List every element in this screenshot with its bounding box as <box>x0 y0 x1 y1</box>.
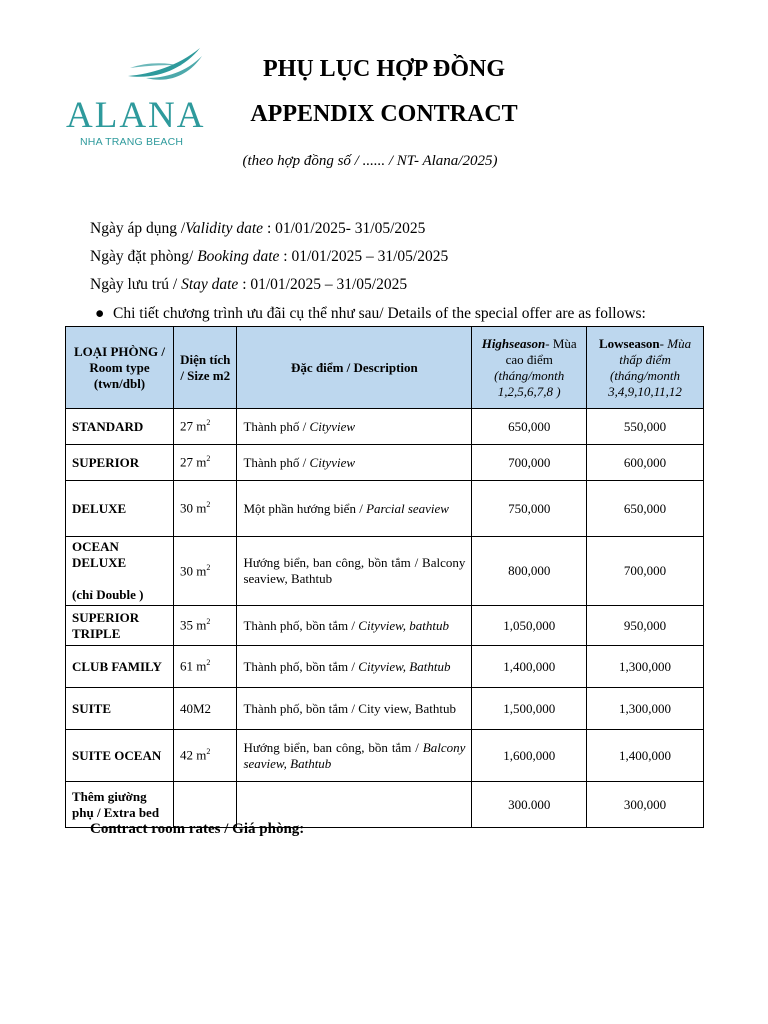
description-italic: Cityview, bathtub <box>358 617 450 633</box>
highseason-price: 1,400,000 <box>472 646 587 688</box>
size-superscript: 2 <box>206 617 211 627</box>
size-cell <box>174 445 237 481</box>
header-size: Diện tích / Size m2 <box>174 327 237 409</box>
size-cell <box>174 409 237 445</box>
size-value: 35 m <box>180 617 207 633</box>
room-type-cell <box>66 445 174 481</box>
lowseason-price: 650,000 <box>587 481 704 537</box>
description-text: Thành phố, bồn tắm / <box>243 658 359 674</box>
validity-date <box>90 220 425 238</box>
size-cell <box>174 688 237 730</box>
title-vietnamese: PHỤ LỤC HỢP ĐỒNG <box>262 56 505 82</box>
description-cell <box>237 688 472 730</box>
description-italic: Parcial seaview <box>366 500 449 516</box>
lowseason-bold: Lowseason <box>598 335 660 351</box>
room-rates-table <box>65 326 704 828</box>
lowseason-months: (tháng/month 3,4,9,10,11,12 <box>608 367 682 399</box>
table-row <box>66 606 704 646</box>
highseason-price: 1,500,000 <box>472 688 587 730</box>
size-value: 40M2 <box>180 700 212 716</box>
lowseason-price: 1,300,000 <box>587 646 704 688</box>
lowseason-price: 300,000 <box>587 782 704 828</box>
size-superscript: 2 <box>206 658 211 668</box>
size-superscript: 2 <box>206 562 211 572</box>
stay-label-en: Stay date <box>181 276 239 293</box>
size-value: 42 m <box>180 747 207 763</box>
logo-tagline: NHA TRANG BEACH <box>80 136 184 148</box>
highseason-price: 750,000 <box>472 481 587 537</box>
bullet-icon: ● <box>95 305 105 322</box>
size-superscript: 2 <box>206 454 211 464</box>
room-type-cell <box>66 537 174 606</box>
description-cell <box>237 481 472 537</box>
room-name: SUITE <box>72 700 112 716</box>
size-value: 30 m <box>180 563 207 579</box>
room-name: DELUXE <box>72 500 127 516</box>
description-cell <box>237 537 472 606</box>
highseason-bold: Highseason <box>481 335 546 351</box>
highseason-price: 1,050,000 <box>472 606 587 646</box>
highseason-label: - Mùa cao điểm <box>505 335 577 367</box>
logo-brand: ALANA <box>66 95 206 136</box>
room-type-cell <box>66 730 174 782</box>
booking-date <box>90 248 448 266</box>
validity-label-en: Validity date <box>185 220 264 237</box>
highseason-price: 650,000 <box>472 409 587 445</box>
room-name: Thêm giường phụ / Extra bed <box>72 788 160 820</box>
lowseason-price: 700,000 <box>587 537 704 606</box>
offer-details-bullet <box>95 305 646 323</box>
size-value: 30 m <box>180 500 207 516</box>
header-description: Đặc điểm / Description <box>237 327 472 409</box>
room-name: OCEAN DELUXE <box>72 539 127 570</box>
booking-label: Ngày đặt phòng/ <box>90 248 198 265</box>
booking-label-en: Booking date <box>197 248 280 265</box>
table-row <box>66 445 704 481</box>
room-name: CLUB FAMILY <box>72 658 162 674</box>
size-superscript: 2 <box>206 500 211 510</box>
size-cell <box>174 606 237 646</box>
description-italic: Balcony seaview, Bathtub <box>243 739 466 771</box>
contract-reference: (theo hợp đồng số / ...... / NT- Alana/2025) <box>242 153 498 169</box>
room-type-cell <box>66 481 174 537</box>
table-row <box>66 481 704 537</box>
header-highseason <box>472 327 587 409</box>
size-superscript: 2 <box>206 418 211 428</box>
description-cell <box>237 445 472 481</box>
description-text: Hướng biển, ban công, bồn tắm / Balcony seaview, Bathtub <box>243 555 466 586</box>
header-lowseason <box>587 327 704 409</box>
description-text: Thành phố, bồn tắm / City view, Bathtub <box>243 700 457 716</box>
size-superscript: 2 <box>206 747 211 757</box>
size-value: 61 m <box>180 658 207 674</box>
table-row <box>66 646 704 688</box>
description-cell <box>237 730 472 782</box>
room-type-cell <box>66 688 174 730</box>
room-type-cell <box>66 409 174 445</box>
stay-label: Ngày lưu trú / <box>90 276 182 293</box>
highseason-price: 800,000 <box>472 537 587 606</box>
description-text: Một phần hướng biển / <box>243 500 367 516</box>
description-italic: Cityview, Bathtub <box>358 658 451 674</box>
room-type-cell <box>66 646 174 688</box>
size-cell <box>174 481 237 537</box>
description-italic: Cityview <box>309 418 356 434</box>
stay-value: : 01/01/2025 – 31/05/2025 <box>238 276 408 293</box>
size-cell <box>174 646 237 688</box>
size-cell <box>174 730 237 782</box>
size-value: 27 m <box>180 454 207 470</box>
highseason-price: 700,000 <box>472 445 587 481</box>
table-row <box>66 409 704 445</box>
lowseason-price: 1,400,000 <box>587 730 704 782</box>
validity-label: Ngày áp dụng / <box>90 220 186 237</box>
room-type-cell <box>66 606 174 646</box>
room-note: (chỉ Double ) <box>72 587 144 602</box>
lowseason-price: 1,300,000 <box>587 688 704 730</box>
description-cell <box>237 606 472 646</box>
stay-date <box>90 276 407 294</box>
room-name: SUPERIOR <box>72 454 140 470</box>
bullet-text: Chi tiết chương trình ưu đãi cụ thể như sau/ Details of the special offer are as follows: <box>113 305 646 322</box>
lowseason-price: 600,000 <box>587 445 704 481</box>
table-row <box>66 730 704 782</box>
table-row <box>66 537 704 606</box>
contract-room-rates-heading: Contract room rates / Giá phòng: <box>90 821 305 837</box>
highseason-price: 300.000 <box>472 782 587 828</box>
table-row <box>66 688 704 730</box>
lowseason-price: 550,000 <box>587 409 704 445</box>
lowseason-label: - Mùa thấp điểm <box>619 335 692 367</box>
room-name: SUITE OCEAN <box>72 747 162 763</box>
description-text: Thành phố / <box>243 418 310 434</box>
highseason-months: (tháng/month 1,2,5,6,7,8 ) <box>494 367 565 399</box>
description-italic: Cityview <box>309 454 356 470</box>
description-text: Hướng biển, ban công, bồn tắm / <box>243 739 423 755</box>
table-header-row <box>66 327 704 409</box>
highseason-price: 1,600,000 <box>472 730 587 782</box>
size-cell <box>174 537 237 606</box>
size-value: 27 m <box>180 418 207 434</box>
room-name: SUPERIOR TRIPLE <box>72 609 140 641</box>
room-name: STANDARD <box>72 418 144 434</box>
description-text: Thành phố, bồn tắm / <box>243 617 359 633</box>
lowseason-price: 950,000 <box>587 606 704 646</box>
description-text: Thành phố / <box>243 454 310 470</box>
title-english: APPENDIX CONTRACT <box>250 101 518 127</box>
header-room-type: LOẠI PHÒNG / Room type (twn/dbl) <box>66 327 174 409</box>
booking-value: : 01/01/2025 – 31/05/2025 <box>279 248 449 265</box>
description-cell <box>237 646 472 688</box>
validity-value: : 01/01/2025- 31/05/2025 <box>263 220 426 237</box>
description-cell <box>237 409 472 445</box>
